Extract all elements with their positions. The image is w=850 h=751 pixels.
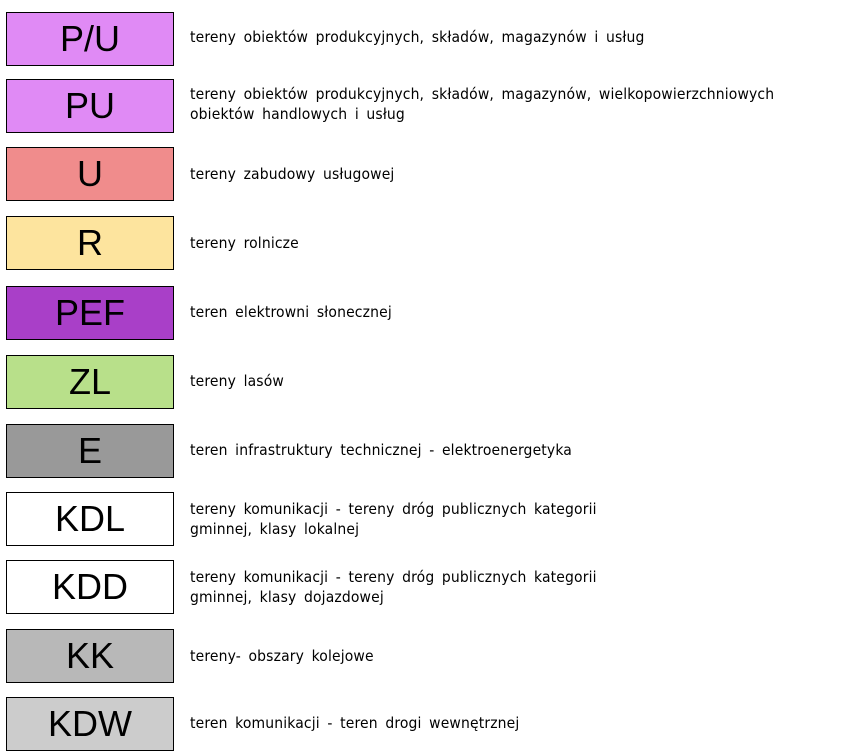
legend-swatch: KDW xyxy=(6,697,174,751)
legend-description xyxy=(190,567,846,607)
legend-swatch: ZL xyxy=(6,355,174,409)
legend-description-line: obiektów handlowych i usług xyxy=(190,105,405,123)
legend-description xyxy=(190,646,846,666)
legend-description xyxy=(190,84,846,124)
legend-description-line: gminnej, klasy lokalnej xyxy=(190,520,360,538)
legend-description-line: gminnej, klasy dojazdowej xyxy=(190,588,384,606)
legend-swatch: E xyxy=(6,424,174,478)
legend-description-line: tereny lasów xyxy=(190,372,284,390)
legend-description xyxy=(190,371,846,391)
legend-swatch: R xyxy=(6,216,174,270)
legend-description xyxy=(190,499,846,539)
legend-swatch: KK xyxy=(6,629,174,683)
legend-description-line: tereny komunikacji - tereny dróg publicznych kategorii xyxy=(190,500,597,518)
legend-description-line: tereny obiektów produkcyjnych, składów, magazynów i usług xyxy=(190,28,645,46)
legend-description-line: tereny- obszary kolejowe xyxy=(190,647,374,665)
legend-swatch: PU xyxy=(6,79,174,133)
legend-description-line: tereny zabudowy usługowej xyxy=(190,165,395,183)
legend-description-line: teren komunikacji - teren drogi wewnętrznej xyxy=(190,714,520,732)
legend-description-line: teren infrastruktury technicznej - elektroenergetyka xyxy=(190,441,572,459)
legend-description-line: tereny rolnicze xyxy=(190,234,299,252)
legend-swatch: KDD xyxy=(6,560,174,614)
legend-description xyxy=(190,164,846,184)
legend-swatch: PEF xyxy=(6,286,174,340)
legend-description-line: teren elektrowni słonecznej xyxy=(190,303,392,321)
legend-description xyxy=(190,302,846,322)
legend-description xyxy=(190,233,846,253)
legend-description xyxy=(190,27,846,47)
legend-description xyxy=(190,713,846,733)
legend-description-line: tereny obiektów produkcyjnych, składów, magazynów, wielkopowierzchniowych xyxy=(190,85,775,103)
legend-description-line: tereny komunikacji - tereny dróg publicznych kategorii xyxy=(190,568,597,586)
legend-swatch: U xyxy=(6,147,174,201)
legend-description xyxy=(190,440,846,460)
legend-swatch: P/U xyxy=(6,12,174,66)
legend-swatch: KDL xyxy=(6,492,174,546)
